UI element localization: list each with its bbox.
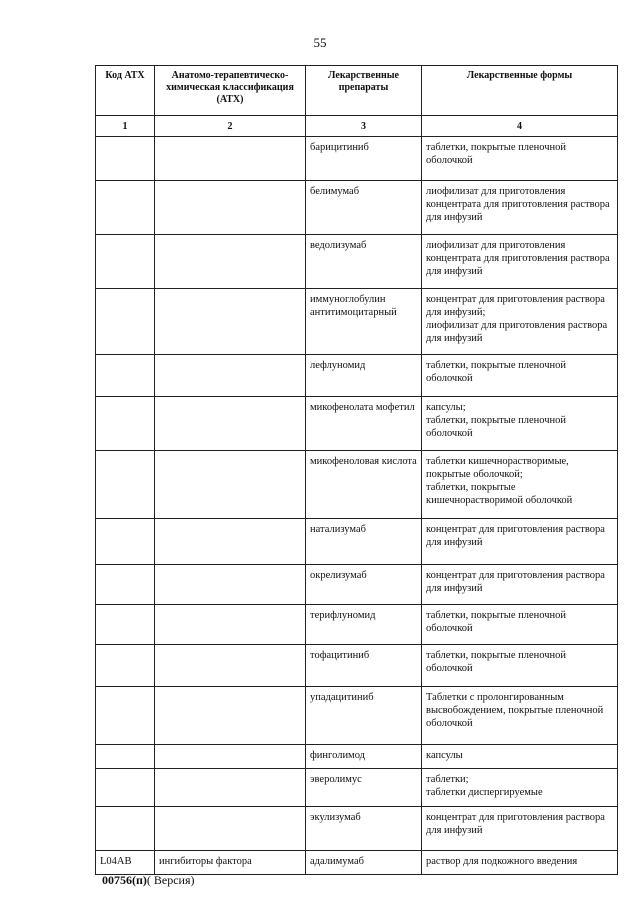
drug-name-cell: финголимод <box>306 745 422 769</box>
atc-classification-cell <box>155 605 306 645</box>
table-row <box>96 451 618 519</box>
atc-code-cell <box>96 565 155 605</box>
dosage-form-cell: лиофилизат для приготовления концентрата для приготовления раствора для инфузий <box>422 235 618 289</box>
dosage-form-cell: таблетки; таблетки диспергируемые <box>422 769 618 807</box>
table-row <box>96 851 618 875</box>
document-version: ( Версия) <box>146 873 195 887</box>
atc-code-cell <box>96 397 155 451</box>
atc-code-cell <box>96 745 155 769</box>
drug-name-cell: микофенолата мофетил <box>306 397 422 451</box>
atc-code-cell <box>96 769 155 807</box>
dosage-form-cell: раствор для подкожного введения <box>422 851 618 875</box>
atc-code-cell <box>96 519 155 565</box>
table-row <box>96 181 618 235</box>
document-id: 00756(п) <box>102 873 147 887</box>
atc-code-cell <box>96 605 155 645</box>
atc-classification-cell <box>155 769 306 807</box>
table-row <box>96 605 618 645</box>
drug-name-cell: ведолизумаб <box>306 235 422 289</box>
dosage-form-cell: лиофилизат для приготовления концентрата для приготовления раствора для инфузий <box>422 181 618 235</box>
table-row <box>96 397 618 451</box>
dosage-form-cell: таблетки, покрытые пленочной оболочкой <box>422 645 618 687</box>
dosage-form-cell: концентрат для приготовления раствора для инфузий <box>422 807 618 851</box>
header-dosage-forms: Лекарственные формы <box>422 66 618 116</box>
dosage-form-cell: таблетки, покрытые пленочной оболочкой <box>422 355 618 397</box>
atc-classification-cell <box>155 687 306 745</box>
drug-name-cell: эверолимус <box>306 769 422 807</box>
atc-code-cell <box>96 235 155 289</box>
header-atc-classification: Анатомо-терапевтическо-химическая классификация (АТХ) <box>155 66 306 116</box>
drug-name-cell: натализумаб <box>306 519 422 565</box>
atc-classification-cell: ингибиторы фактора <box>155 851 306 875</box>
drug-name-cell: упадацитиниб <box>306 687 422 745</box>
drug-table <box>95 65 618 875</box>
table-row <box>96 137 618 181</box>
drug-name-cell: микофеноловая кислота <box>306 451 422 519</box>
table-row <box>96 745 618 769</box>
drug-name-cell: белимумаб <box>306 181 422 235</box>
dosage-form-cell: капсулы; таблетки, покрытые пленочной оболочкой <box>422 397 618 451</box>
atc-classification-cell <box>155 645 306 687</box>
header-drugs: Лекарственные препараты <box>306 66 422 116</box>
dosage-form-cell: капсулы <box>422 745 618 769</box>
atc-code-cell <box>96 181 155 235</box>
column-number-row <box>96 116 618 137</box>
atc-classification-cell <box>155 565 306 605</box>
atc-code-cell <box>96 807 155 851</box>
page-number: 55 <box>313 35 327 50</box>
table-row <box>96 807 618 851</box>
atc-classification-cell <box>155 137 306 181</box>
drug-name-cell: экулизумаб <box>306 807 422 851</box>
drug-name-cell: иммуноглобулин антитимоцитарный <box>306 289 422 355</box>
table-row <box>96 519 618 565</box>
dosage-form-cell: таблетки кишечнорастворимые, покрытые оболочкой; таблетки, покрытые кишечнорастворимой оболочкой <box>422 451 618 519</box>
table-row <box>96 565 618 605</box>
header-atc-code: Код АТХ <box>96 66 155 116</box>
atc-code-cell: L04AB <box>96 851 155 875</box>
atc-classification-cell <box>155 451 306 519</box>
atc-classification-cell <box>155 235 306 289</box>
column-number: 2 <box>155 116 306 137</box>
table-body <box>96 137 618 875</box>
table-row <box>96 289 618 355</box>
drug-name-cell: тофацитиниб <box>306 645 422 687</box>
footer <box>102 873 195 888</box>
atc-classification-cell <box>155 519 306 565</box>
atc-classification-cell <box>155 397 306 451</box>
atc-code-cell <box>96 451 155 519</box>
atc-code-cell <box>96 137 155 181</box>
drug-name-cell: барицитиниб <box>306 137 422 181</box>
dosage-form-cell: концентрат для приготовления раствора для инфузий; лиофилизат для приготовления раствора для инфузий <box>422 289 618 355</box>
drug-name-cell: терифлуномид <box>306 605 422 645</box>
dosage-form-cell: Таблетки с пролонгированным высвобождением, покрытые пленочной оболочкой <box>422 687 618 745</box>
table-row <box>96 645 618 687</box>
column-number: 1 <box>96 116 155 137</box>
table-row <box>96 355 618 397</box>
table-row <box>96 235 618 289</box>
atc-code-cell <box>96 687 155 745</box>
table-row <box>96 687 618 745</box>
column-number: 3 <box>306 116 422 137</box>
drug-name-cell: лефлуномид <box>306 355 422 397</box>
dosage-form-cell: таблетки, покрытые пленочной оболочкой <box>422 137 618 181</box>
atc-classification-cell <box>155 807 306 851</box>
dosage-form-cell: таблетки, покрытые пленочной оболочкой <box>422 605 618 645</box>
table-header-row <box>96 66 618 116</box>
atc-code-cell <box>96 645 155 687</box>
dosage-form-cell: концентрат для приготовления раствора для инфузий <box>422 565 618 605</box>
dosage-form-cell: концентрат для приготовления раствора для инфузий <box>422 519 618 565</box>
atc-code-cell <box>96 289 155 355</box>
atc-classification-cell <box>155 355 306 397</box>
drug-name-cell: адалимумаб <box>306 851 422 875</box>
column-number: 4 <box>422 116 618 137</box>
atc-classification-cell <box>155 181 306 235</box>
atc-classification-cell <box>155 289 306 355</box>
drug-name-cell: окрелизумаб <box>306 565 422 605</box>
table-row <box>96 769 618 807</box>
atc-classification-cell <box>155 745 306 769</box>
atc-code-cell <box>96 355 155 397</box>
